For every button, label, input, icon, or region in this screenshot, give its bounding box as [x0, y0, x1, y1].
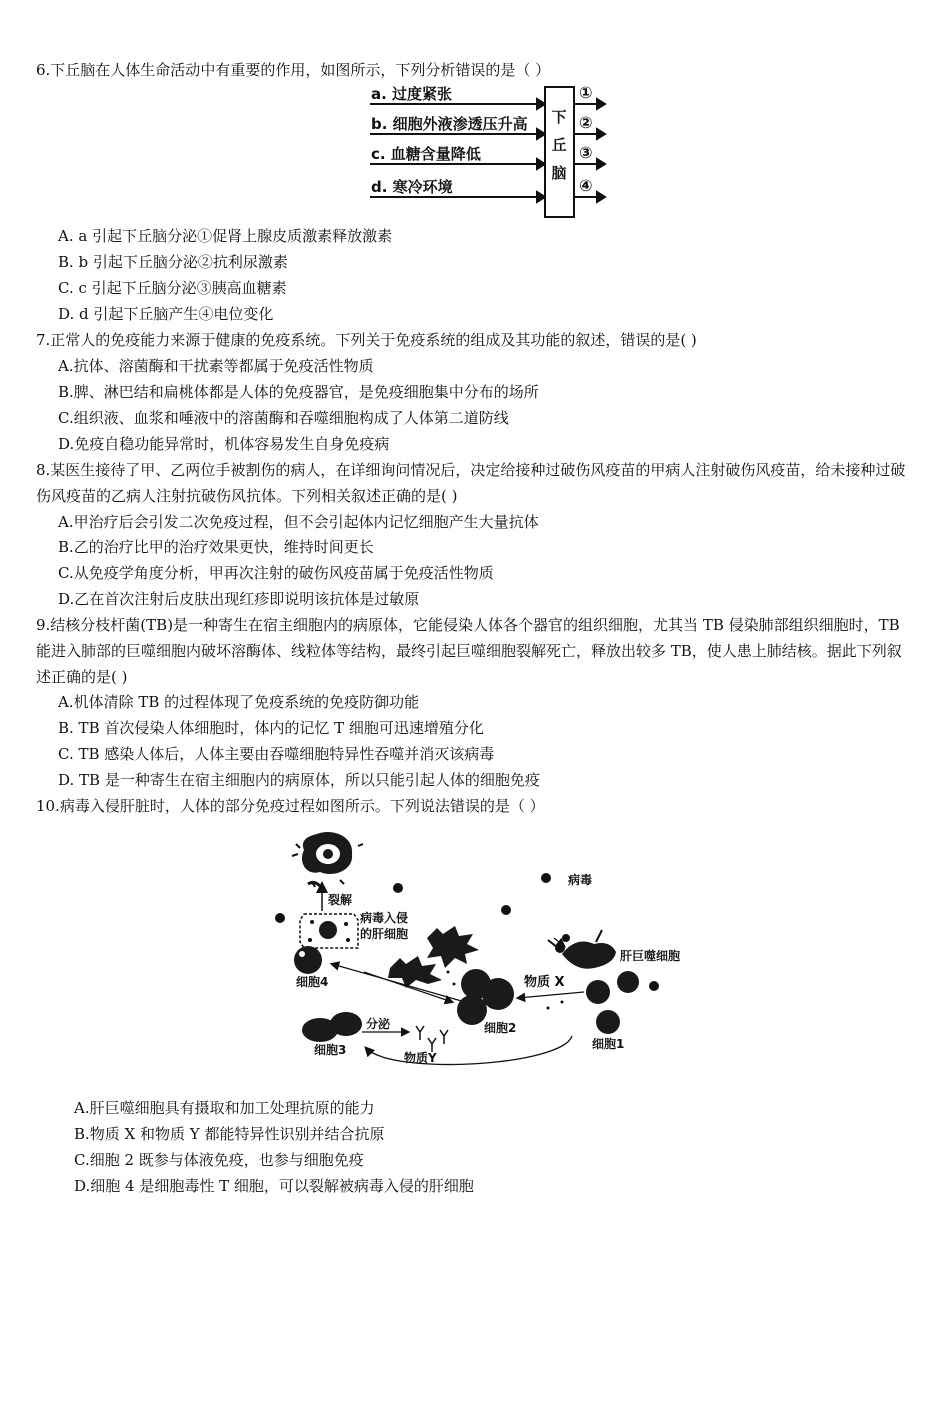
q10-immune-diagram [262, 826, 702, 1082]
q9-option-a: A.机体清除 TB 的过程体现了免疫系统的免疫防御功能 [58, 693, 420, 711]
q6-option-d: D. d 引起下丘脑产生④电位变化 [58, 305, 274, 323]
q9-option-d: D. TB 是一种寄生在宿主细胞内的病原体，所以只能引起人体的细胞免疫 [58, 771, 540, 789]
q6-output-4: ④ [579, 176, 593, 195]
cell4-label: 细胞4 [296, 975, 329, 989]
secrete-label: 分泌 [366, 1017, 391, 1031]
q7-option-a: A.抗体、溶菌酶和干扰素等都属于免疫活性物质 [58, 357, 374, 375]
substance-x-label: 物质 X [524, 975, 565, 990]
cell4-icon [294, 946, 322, 974]
lysis-label: 裂解 [328, 893, 353, 907]
q9-stem: 9.结核分枝杆菌(TB)是一种寄生在宿主细胞内的病原体，它能侵染人体各个器官的组织细胞，尤其当 TB 侵染肺部组织细胞时，TB 能进入肺部的巨噬细胞内破坏溶酶体、线粒体等结构，最终引起巨噬细胞裂解死亡，释放出较多 TB，使人患上肺结核。据此下列叙述正确的是( ) [36, 616, 902, 686]
q6-option-b: B. b 引起下丘脑分泌②抗利尿激素 [58, 253, 288, 271]
infected-liver-cell-icon [300, 914, 358, 948]
q6-stem: 6.下丘脑在人体生命活动中有重要的作用，如图所示，下列分析错误的是（ ） [36, 61, 551, 79]
cell2-label: 细胞2 [484, 1021, 517, 1035]
q7-stem: 7.正常人的免疫能力来源于健康的免疫系统。下列关于免疫系统的组成及其功能的叙述，错误的是( ) [36, 331, 697, 349]
q6-option-c: C. c 引起下丘脑分泌③胰高血糖素 [58, 279, 287, 297]
macrophage-label: 肝巨噬细胞 [620, 949, 681, 963]
q8-option-a: A.甲治疗后会引发二次免疫过程，但不会引起体内记忆细胞产生大量抗体 [58, 513, 539, 531]
q6-input-a: a. 过度紧张 [371, 85, 453, 103]
q6-input-d: d. 寒冷环境 [371, 178, 453, 196]
q10-option-d: D.细胞 4 是细胞毒性 T 细胞，可以裂解被病毒入侵的肝细胞 [74, 1177, 474, 1195]
q8-option-c: C.从免疫学角度分析，甲再次注射的破伤风疫苗属于免疫活性物质 [58, 564, 494, 582]
q8-option-b: B.乙的治疗比甲的治疗效果更快，维持时间更长 [58, 538, 374, 556]
q7-option-b: B.脾、淋巴结和扁桃体都是人体的免疫器官，是免疫细胞集中分布的场所 [58, 383, 539, 401]
substance-y-label: 物质Y [404, 1051, 437, 1065]
q8-option-d: D.乙在首次注射后皮肤出现红疹即说明该抗体是过敏原 [58, 590, 420, 608]
q6-option-a: A. a 引起下丘脑分泌①促肾上腺皮质激素释放激素 [58, 227, 393, 245]
q9-option-c: C. TB 感染人体后，人体主要由吞噬细胞特异性吞噬并消灭该病毒 [58, 745, 495, 763]
q10-option-c: C.细胞 2 既参与体液免疫，也参与细胞免疫 [74, 1151, 364, 1169]
q6-output-2: ② [579, 113, 593, 132]
q6-center-char-3: 脑 [551, 164, 567, 182]
q6-input-c: c. 血糖含量降低 [371, 145, 481, 163]
virus-label: 病毒 [568, 873, 593, 887]
q6-center-char-1: 下 [551, 108, 567, 126]
q7-option-d: D.免疫自稳功能异常时，机体容易发生自身免疫病 [58, 435, 390, 453]
q8-stem: 8.某医生接待了甲、乙两位手被割伤的病人，在详细询问情况后，决定给接种过破伤风疫苗的甲病人注射破伤风疫苗，给未接种过破伤风疫苗的乙病人注射抗破伤风抗体。下列相关叙述正确的是( ) [36, 461, 906, 505]
q7-option-c: C.组织液、血浆和唾液中的溶菌酶和吞噬细胞构成了人体第二道防线 [58, 409, 509, 427]
infected-label-2: 的肝细胞 [360, 927, 409, 941]
q10-option-a: A.肝巨噬细胞具有摄取和加工处理抗原的能力 [74, 1099, 375, 1117]
cell3-label: 细胞3 [314, 1043, 347, 1057]
q9-option-b: B. TB 首次侵染人体细胞时，体内的记忆 T 细胞可迅速增殖分化 [58, 719, 484, 737]
q6-center-char-2: 丘 [551, 136, 567, 154]
q10-stem: 10.病毒入侵肝脏时，人体的部分免疫过程如图所示。下列说法错误的是（ ） [36, 797, 545, 815]
q10-option-b: B.物质 X 和物质 Y 都能特异性识别并结合抗原 [74, 1125, 385, 1143]
cell1-label: 细胞1 [592, 1037, 625, 1051]
q6-output-3: ③ [579, 143, 593, 162]
q6-input-b: b. 细胞外液渗透压升高 [371, 115, 528, 133]
q6-hypothalamus-diagram [365, 82, 610, 220]
q6-output-1: ① [579, 83, 593, 102]
infected-label-1: 病毒入侵 [360, 911, 409, 925]
